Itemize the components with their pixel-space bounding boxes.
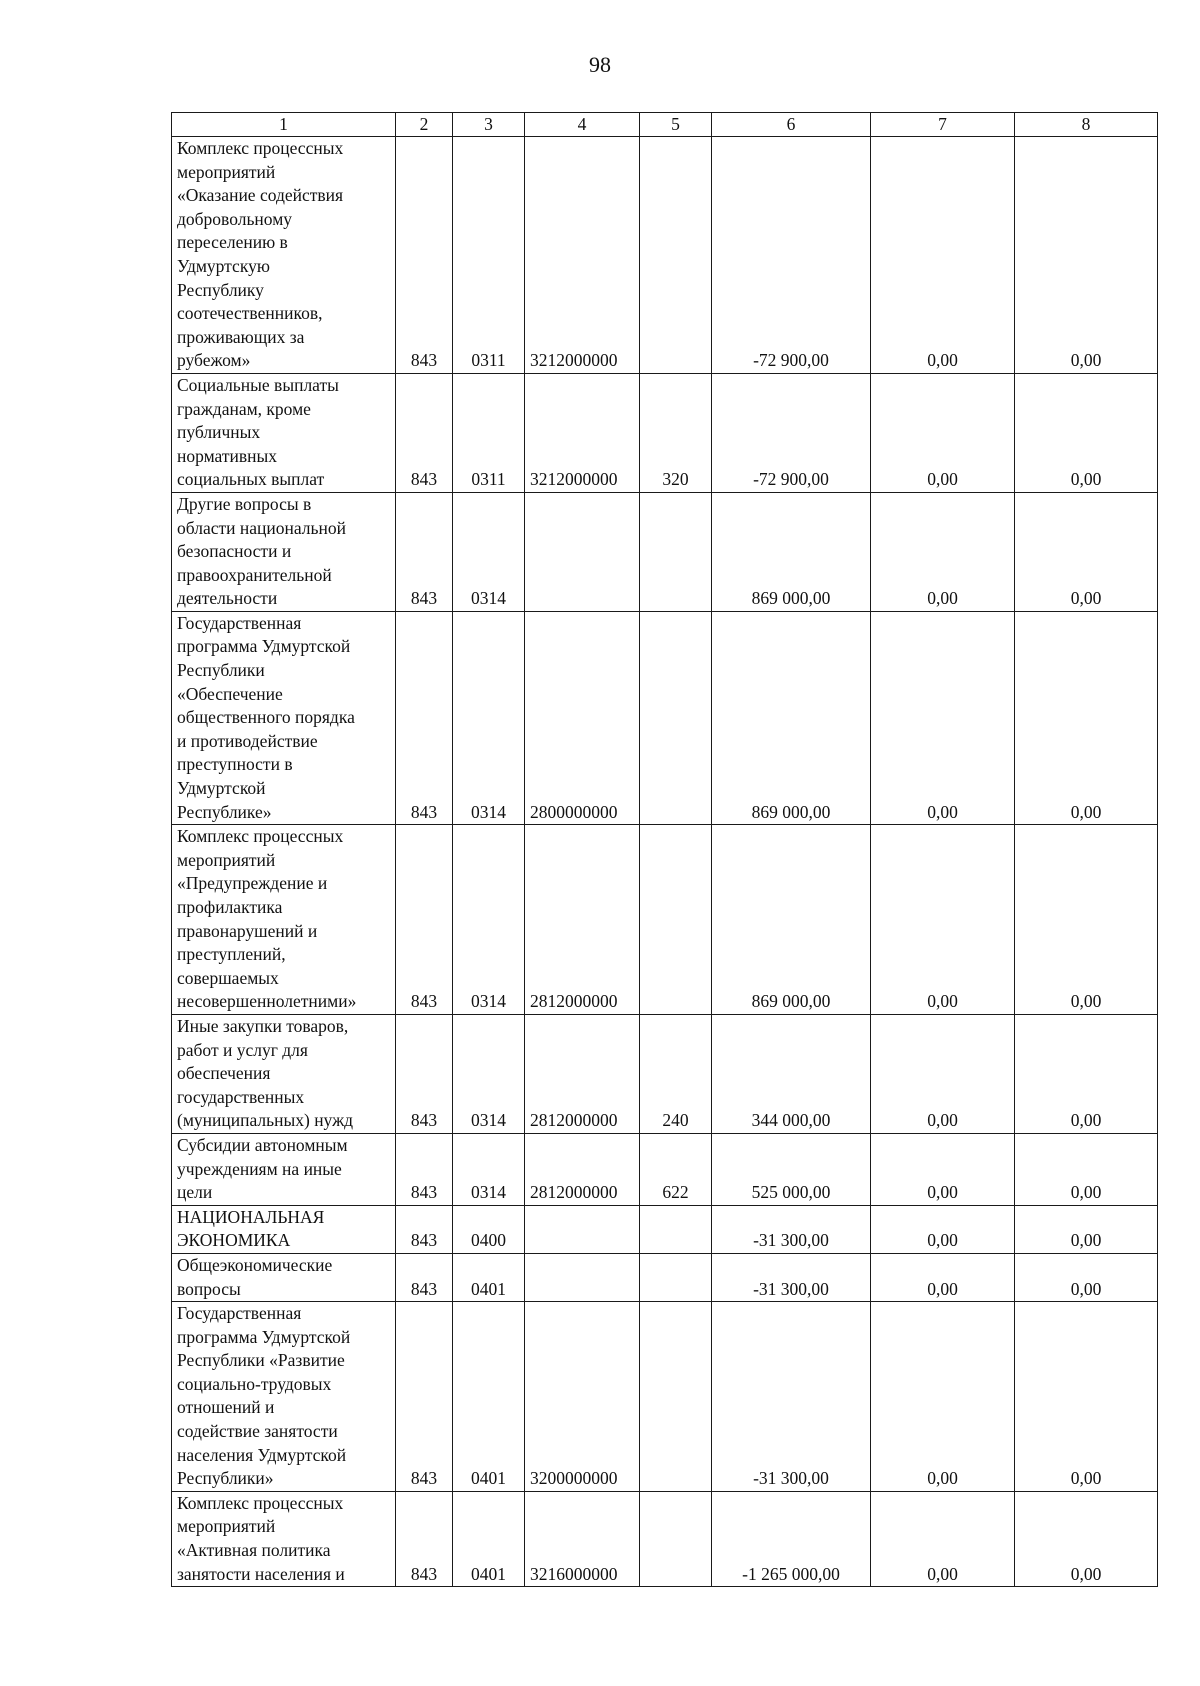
budget-table: [171, 112, 1158, 1587]
row-amount-col8: 0,00: [1015, 1133, 1158, 1205]
row-amount-col8: 0,00: [1015, 611, 1158, 824]
table-row: [172, 1133, 1158, 1205]
row-amount-col6: -31 300,00: [712, 1302, 871, 1492]
column-number-4: 4: [525, 113, 640, 137]
row-amount-col8: 0,00: [1015, 1491, 1158, 1586]
table-row: [172, 825, 1158, 1015]
row-expense-type: [640, 1205, 712, 1253]
page-number: 98: [589, 52, 611, 77]
row-chapter-code: 843: [396, 1014, 453, 1133]
column-number-1: 1: [172, 113, 396, 137]
row-amount-col7: 0,00: [871, 1205, 1015, 1253]
row-chapter-code: 843: [396, 137, 453, 374]
row-amount-col8: 0,00: [1015, 1205, 1158, 1253]
row-section-code: 0314: [453, 825, 525, 1015]
row-section-code: 0314: [453, 1014, 525, 1133]
column-number-7: 7: [871, 113, 1015, 137]
row-name: Социальные выплаты гражданам, кроме публичных нормативных социальных выплат: [172, 373, 396, 492]
row-target-code: [525, 1205, 640, 1253]
column-number-6: 6: [712, 113, 871, 137]
row-target-code: 3200000000: [525, 1302, 640, 1492]
row-target-code: 2812000000: [525, 825, 640, 1015]
table-row: [172, 137, 1158, 374]
table-row: [172, 1302, 1158, 1492]
row-amount-col7: 0,00: [871, 492, 1015, 611]
row-target-code: 3212000000: [525, 373, 640, 492]
row-amount-col6: 869 000,00: [712, 611, 871, 824]
row-expense-type: [640, 1253, 712, 1301]
table-row: [172, 1491, 1158, 1586]
row-name: Комплекс процессных мероприятий «Активная политика занятости населения и: [172, 1491, 396, 1586]
row-target-code: 2812000000: [525, 1133, 640, 1205]
row-name: НАЦИОНАЛЬНАЯ ЭКОНОМИКА: [172, 1205, 396, 1253]
row-section-code: 0311: [453, 373, 525, 492]
row-amount-col8: 0,00: [1015, 373, 1158, 492]
row-amount-col6: 869 000,00: [712, 825, 871, 1015]
row-amount-col6: -1 265 000,00: [712, 1491, 871, 1586]
row-chapter-code: 843: [396, 1253, 453, 1301]
row-amount-col7: 0,00: [871, 1133, 1015, 1205]
row-name: Комплекс процессных мероприятий «Предупреждение и профилактика правонарушений и преступлений, совершаемых несовершеннолетними»: [172, 825, 396, 1015]
row-section-code: 0314: [453, 492, 525, 611]
column-number-3: 3: [453, 113, 525, 137]
row-target-code: [525, 1253, 640, 1301]
row-amount-col8: 0,00: [1015, 1253, 1158, 1301]
row-expense-type: [640, 1302, 712, 1492]
row-amount-col7: 0,00: [871, 611, 1015, 824]
row-name: Государственная программа Удмуртской Республики «Обеспечение общественного порядка и противодействие преступности в Удмуртской Республике»: [172, 611, 396, 824]
row-amount-col7: 0,00: [871, 825, 1015, 1015]
row-amount-col6: 525 000,00: [712, 1133, 871, 1205]
row-chapter-code: 843: [396, 1491, 453, 1586]
row-section-code: 0401: [453, 1253, 525, 1301]
row-amount-col6: -72 900,00: [712, 373, 871, 492]
row-amount-col7: 0,00: [871, 373, 1015, 492]
row-target-code: 2812000000: [525, 1014, 640, 1133]
row-expense-type: 320: [640, 373, 712, 492]
table-row: [172, 611, 1158, 824]
row-expense-type: [640, 825, 712, 1015]
row-name: Другие вопросы в области национальной безопасности и правоохранительной деятельности: [172, 492, 396, 611]
row-amount-col8: 0,00: [1015, 137, 1158, 374]
row-section-code: 0401: [453, 1302, 525, 1492]
row-amount-col8: 0,00: [1015, 825, 1158, 1015]
row-expense-type: 240: [640, 1014, 712, 1133]
row-chapter-code: 843: [396, 373, 453, 492]
column-number-row: [172, 113, 1158, 137]
row-chapter-code: 843: [396, 825, 453, 1015]
row-expense-type: [640, 611, 712, 824]
column-number-8: 8: [1015, 113, 1158, 137]
table-body: [172, 113, 1158, 1587]
row-amount-col8: 0,00: [1015, 1014, 1158, 1133]
table-row: [172, 1253, 1158, 1301]
row-chapter-code: 843: [396, 1302, 453, 1492]
row-target-code: 3216000000: [525, 1491, 640, 1586]
row-amount-col7: 0,00: [871, 137, 1015, 374]
row-chapter-code: 843: [396, 611, 453, 824]
table-row: [172, 373, 1158, 492]
row-chapter-code: 843: [396, 1133, 453, 1205]
row-amount-col6: -72 900,00: [712, 137, 871, 374]
row-expense-type: 622: [640, 1133, 712, 1205]
row-amount-col7: 0,00: [871, 1253, 1015, 1301]
row-amount-col8: 0,00: [1015, 1302, 1158, 1492]
row-name: Иные закупки товаров, работ и услуг для обеспечения государственных (муниципальных) нужд: [172, 1014, 396, 1133]
row-name: Общеэкономические вопросы: [172, 1253, 396, 1301]
row-amount-col8: 0,00: [1015, 492, 1158, 611]
column-number-5: 5: [640, 113, 712, 137]
row-section-code: 0311: [453, 137, 525, 374]
row-name: Субсидии автономным учреждениям на иные цели: [172, 1133, 396, 1205]
row-expense-type: [640, 492, 712, 611]
row-amount-col6: -31 300,00: [712, 1205, 871, 1253]
table-row: [172, 492, 1158, 611]
row-target-code: [525, 492, 640, 611]
row-amount-col7: 0,00: [871, 1014, 1015, 1133]
row-expense-type: [640, 1491, 712, 1586]
table-row: [172, 1205, 1158, 1253]
row-amount-col6: 344 000,00: [712, 1014, 871, 1133]
row-name: Государственная программа Удмуртской Республики «Развитие социально-трудовых отношений и содействие занятости населения Удмуртской Республики»: [172, 1302, 396, 1492]
row-chapter-code: 843: [396, 492, 453, 611]
row-section-code: 0401: [453, 1491, 525, 1586]
table-row: [172, 1014, 1158, 1133]
row-amount-col6: 869 000,00: [712, 492, 871, 611]
row-target-code: 3212000000: [525, 137, 640, 374]
row-expense-type: [640, 137, 712, 374]
row-name: Комплекс процессных мероприятий «Оказание содействия добровольному переселению в Удмуртскую Республику соотечественников, проживающих за рубежом»: [172, 137, 396, 374]
row-chapter-code: 843: [396, 1205, 453, 1253]
row-section-code: 0314: [453, 611, 525, 824]
row-section-code: 0400: [453, 1205, 525, 1253]
row-section-code: 0314: [453, 1133, 525, 1205]
column-number-2: 2: [396, 113, 453, 137]
row-amount-col7: 0,00: [871, 1491, 1015, 1586]
row-amount-col7: 0,00: [871, 1302, 1015, 1492]
row-amount-col6: -31 300,00: [712, 1253, 871, 1301]
row-target-code: 2800000000: [525, 611, 640, 824]
